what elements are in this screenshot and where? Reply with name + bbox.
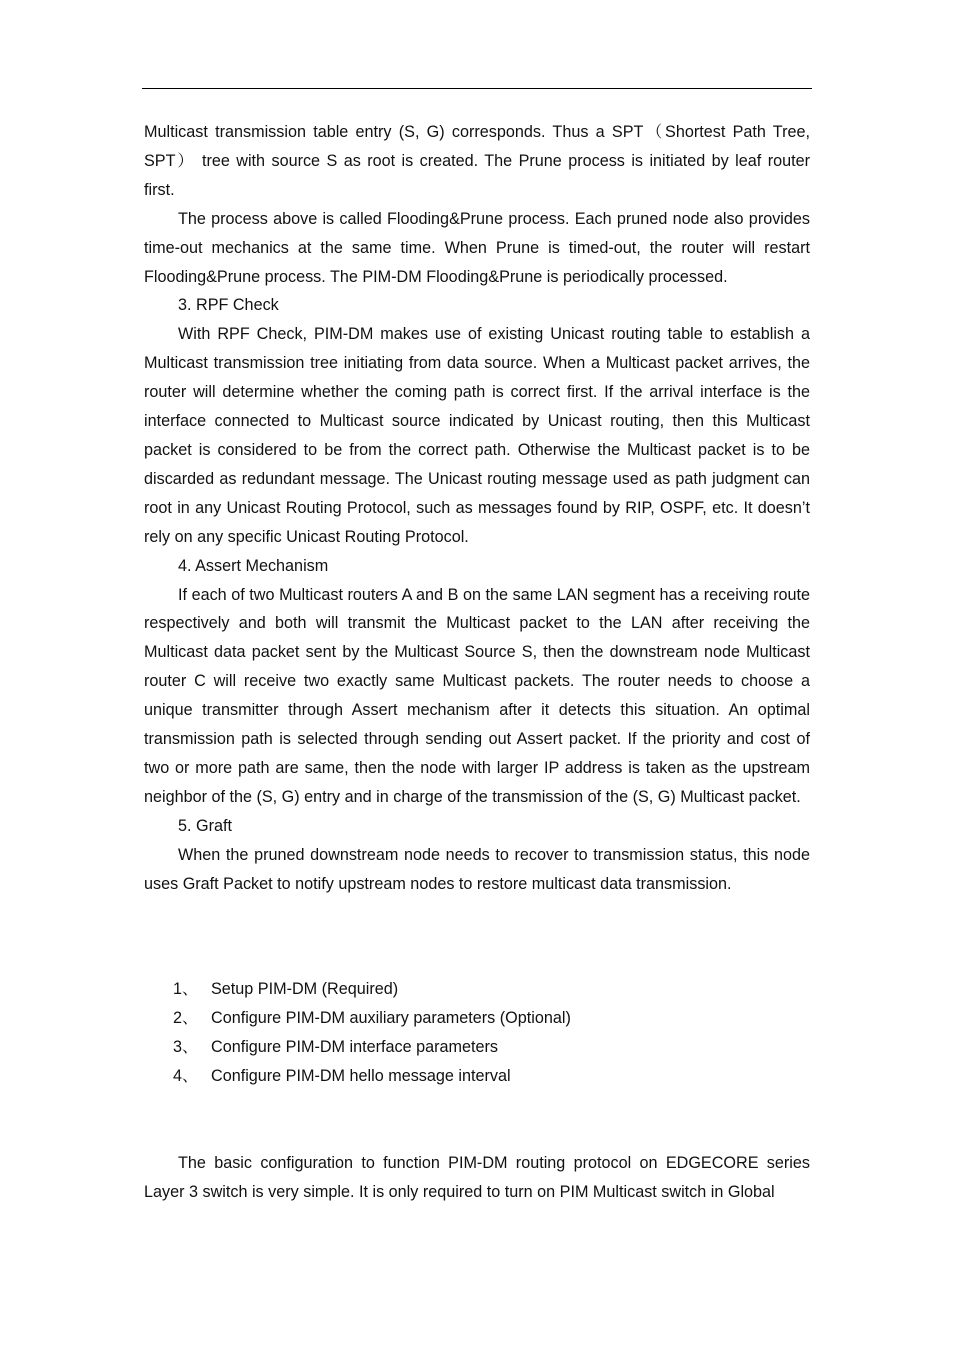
list-item-text: Configure PIM-DM auxiliary parameters (Optional) bbox=[211, 1009, 571, 1028]
list-item bbox=[144, 1004, 810, 1033]
paragraph-flooding-prune: The process above is called Flooding&Prune process. Each pruned node also provides time-out mechanics at the same time. When Prune is timed-out, the router will restart Flooding&Prune process. The PIM-DM Flooding&Prune is periodically processed. bbox=[144, 209, 810, 286]
list-item-text: Configure PIM-DM hello message interval bbox=[211, 1067, 511, 1086]
heading-assert-mechanism: 4. Assert Mechanism bbox=[178, 556, 329, 575]
heading-rpf-check: 3. RPF Check bbox=[178, 296, 279, 315]
list-item-number: 3、 bbox=[173, 1038, 199, 1057]
list-item-number: 2、 bbox=[173, 1009, 199, 1028]
section-gap bbox=[144, 1091, 810, 1149]
paragraph-assert-mechanism: If each of two Multicast routers A and B on the same LAN segment has a receiving route respectively and both will transmit the Multicast packet to the LAN after receiving the Multicast data packet sent by the Multicast Source S, then the downstream node Multicast router C will receive two exactly same Multicast packets. The router needs to choose a unique transmitter through Assert mechanism after it detects this situation. An optimal transmission path is selected through sending out Assert packet. If the priority and cost of two or more path are same, then the node with larger IP address is taken as the upstream neighbor of the (S, G) entry and in charge of the transmission of the (S, G) Multicast packet. bbox=[144, 585, 810, 806]
list-item-text: Configure PIM-DM interface parameters bbox=[211, 1038, 498, 1057]
configuration-steps-list bbox=[144, 975, 810, 1091]
header-rule bbox=[142, 88, 812, 89]
section-gap bbox=[144, 898, 810, 975]
paragraph-spt-continuation: Multicast transmission table entry (S, G) corresponds. Thus a SPT（Shortest Path Tree, SPT） tree with source S as root is created. The Prune process is initiated by leaf router first. bbox=[144, 123, 810, 199]
list-item bbox=[144, 1033, 810, 1062]
list-item bbox=[144, 975, 810, 1004]
list-item-number: 4、 bbox=[173, 1067, 199, 1086]
list-item bbox=[144, 1062, 810, 1091]
list-item-text: Setup PIM-DM (Required) bbox=[211, 980, 399, 999]
heading-graft: 5. Graft bbox=[178, 816, 232, 835]
paragraph-basic-configuration: The basic configuration to function PIM-DM routing protocol on EDGECORE series Layer 3 switch is very simple. It is only required to turn on PIM Multicast switch in Global bbox=[144, 1154, 810, 1201]
paragraph-graft: When the pruned downstream node needs to recover to transmission status, this node uses Graft Packet to notify upstream nodes to restore multicast data transmission. bbox=[144, 845, 810, 893]
list-item-number: 1、 bbox=[173, 980, 199, 999]
paragraph-rpf-check: With RPF Check, PIM-DM makes use of existing Unicast routing table to establish a Multicast transmission tree initiating from data source. When a Multicast packet arrives, the router will determine whether the coming path is correct first. If the arrival interface is the interface connected to Multicast source indicated by Unicast routing, then this Multicast packet is considered to be from the correct path. Otherwise the Multicast packet is to be discarded as redundant message. The Unicast routing message used as path judgment can root in any Unicast Routing Protocol, such as messages found by RIP, OSPF, etc. It doesn’t rely on any specific Unicast Routing Protocol. bbox=[144, 325, 810, 546]
page-content bbox=[144, 118, 810, 1207]
